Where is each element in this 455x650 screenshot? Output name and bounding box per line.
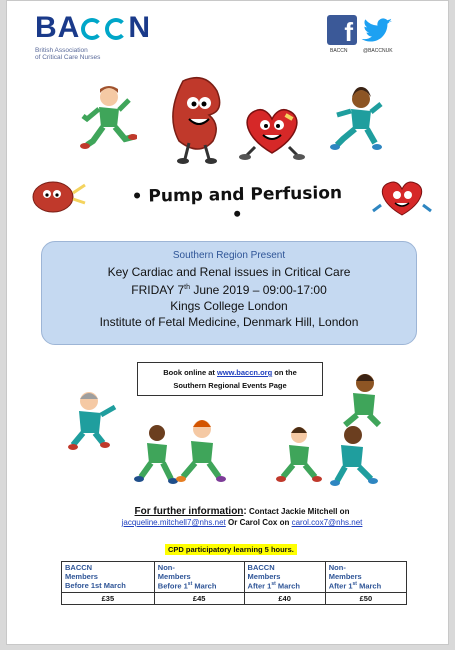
logo-subtitle: British Association of Critical Care Nurses (35, 47, 101, 61)
banner-venue: Kings College London (170, 299, 288, 313)
pricing-table (61, 561, 407, 605)
pricing-price-row (62, 592, 407, 604)
cpd-highlight: CPD participatory learning 5 hours. (165, 544, 297, 555)
nurse-figure (176, 420, 226, 482)
price-cell: £45 (154, 592, 244, 604)
nurse-figure (276, 427, 322, 482)
running-nurses-group-illustration (67, 371, 397, 501)
logo-c-ring (81, 18, 103, 40)
twitter-label: @BACCNUK (363, 48, 393, 54)
banner-presenter: Southern Region Present (172, 250, 286, 261)
pricing-header-cell: BACCN Members After 1st March (244, 562, 325, 593)
facebook-icon[interactable]: f (327, 15, 357, 45)
price-cell: £35 (62, 592, 155, 604)
twitter-icon[interactable] (361, 18, 393, 44)
banner-date: FRIDAY 7th June 2019 – 09:00-17:00 (131, 283, 327, 297)
price-cell: £40 (244, 592, 325, 604)
pricing-header-row (62, 562, 407, 593)
nurse-figure (68, 392, 115, 450)
baccn-logo: BA N British Association of Critical Care Nurses (35, 11, 152, 61)
nurse-running-illustration (77, 83, 137, 153)
contact-heading: For further information (134, 506, 244, 517)
flyer-page (6, 0, 449, 645)
price-cell: £50 (325, 592, 406, 604)
event-details-banner (41, 241, 417, 345)
kidney-character-illustration (27, 177, 89, 217)
nurse-running-illustration (325, 85, 385, 155)
pricing-header-cell: Non- Members After 1st March (325, 562, 406, 593)
booking-box: Book online at www.baccn.org on the Southern Regional Events Page (137, 362, 323, 396)
pricing-header-cell: Non- Members Before 1st March (154, 562, 244, 593)
nurse-figure (345, 374, 379, 425)
heart-character-illustration (235, 101, 309, 163)
kidney-character-illustration (167, 73, 231, 165)
banner-topic: Key Cardiac and Renal issues in Critical Care (107, 265, 351, 279)
nurse-figure (134, 425, 178, 484)
heart-character-illustration (369, 175, 435, 221)
nurse-figure (330, 426, 378, 486)
banner-address: Institute of Fetal Medicine, Denmark Hill, London (99, 315, 359, 329)
email-link-carol[interactable]: carol.cox7@nhs.net (291, 518, 363, 527)
pricing-header-cell: BACCN Members Before 1st March (62, 562, 155, 593)
event-title: • Pump and Perfusion • (131, 183, 343, 226)
logo-c-ring (105, 18, 127, 40)
email-link-jackie[interactable]: jacqueline.mitchell7@nhs.net (121, 518, 226, 527)
website-link[interactable]: www.baccn.org (217, 368, 273, 377)
social-icons (327, 15, 397, 60)
facebook-label: BACCN (330, 48, 348, 54)
contact-info: For further information: Contact Jackie Mitchell on jacqueline.mitchell7@nhs.net Or Carol Cox on carol.cox7@nhs.net (121, 506, 363, 527)
